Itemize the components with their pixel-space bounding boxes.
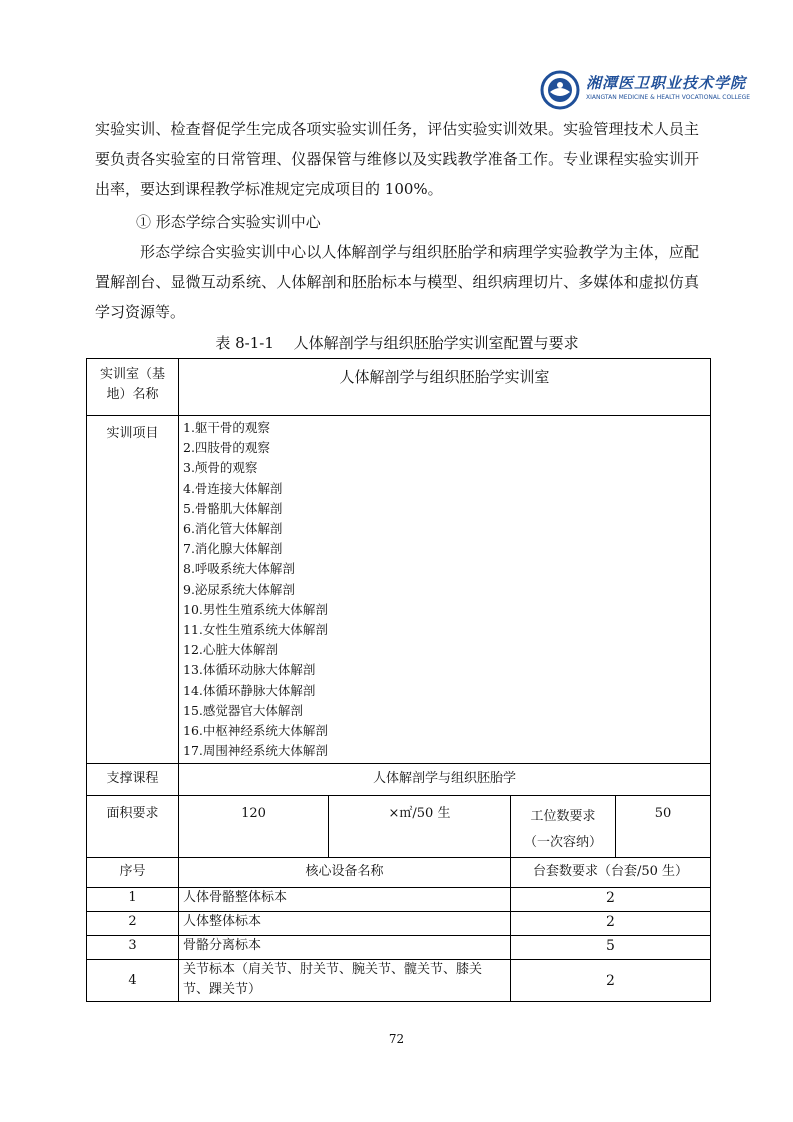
row-name: 骨骼分离标本 [179,936,511,960]
row-name: 人体骨骼整体标本 [179,888,511,912]
row-no: 3 [87,936,179,960]
row-qty: 5 [511,936,711,960]
list-item: 17.周围神经系统大体解剖 [183,743,328,759]
table-caption: 表 8-1-1 人体解剖学与组织胚胎学实训室配置与要求 [215,334,579,352]
row-qty: 2 [511,912,711,936]
list-item: 10.男性生殖系统大体解剖 [183,601,328,617]
items-label: 实训项目 [87,416,179,764]
list-item: 1.躯干骨的观察 [183,420,270,435]
college-logo [540,70,751,110]
list-item: 13.体循环动脉大体解剖 [183,662,316,678]
list-item: 6.消化管大体解剖 [183,521,283,537]
course-label: 支撑课程 [87,764,179,796]
column-header-no: 序号 [87,858,179,888]
table-row [87,912,711,936]
page-number: 72 [388,1032,405,1046]
station-sub-label: （一次容纳） [523,835,602,851]
intro-paragraph: 实验实训、检查督促学生完成各项实验实训任务，评估实验实训效果。实验管理技术人员主要负责各实验室的日常管理、仪器保管与维修以及实践教学准备工作。专业课程实验实训开出率，要达到课程教学标准规定完成项目的 100%。 [95,120,699,198]
column-header-name: 核心设备名称 [179,858,511,888]
room-label: 实训室（基地）名称 [87,359,179,416]
list-item: 11.女性生殖系统大体解剖 [183,622,328,638]
list-item: 7.消化腺大体解剖 [183,541,283,557]
row-qty: 2 [511,960,711,1002]
list-item: 8.呼吸系统大体解剖 [183,561,295,577]
table-row [87,888,711,912]
table-row [87,960,711,1002]
row-name: 人体整体标本 [179,912,511,936]
course-value: 人体解剖学与组织胚胎学 [179,764,711,796]
list-item: 4.骨连接大体解剖 [183,480,283,496]
area-value: 120 [179,796,329,858]
description-paragraph: 形态学综合实验实训中心以人体解剖学与组织胚胎学和病理学实验教学为主体，应配置解剖台、显微互动系统、人体解剖和胚胎标本与模型、组织病理切片、多媒体和虚拟仿真学习资源等。 [95,243,699,321]
list-item: 16.中枢神经系统大体解剖 [183,723,328,739]
row-no: 1 [87,888,179,912]
list-item: 9.泌尿系统大体解剖 [183,581,295,597]
list-item: 3.颅骨的观察 [183,460,258,476]
row-no: 2 [87,912,179,936]
area-label: 面积要求 [87,796,179,858]
list-item: 12.心脏大体解剖 [183,642,278,658]
list-item: 2.四肢骨的观察 [183,440,270,456]
room-name: 人体解剖学与组织胚胎学实训室 [179,359,711,416]
list-item: 5.骨骼肌大体解剖 [183,500,283,516]
college-emblem-icon [540,70,580,110]
row-name: 关节标本（肩关节、肘关节、腕关节、髋关节、膝关节、踝关节） [179,960,511,1002]
table-row [87,936,711,960]
station-value: 50 [616,796,711,858]
section-heading: ① 形态学综合实验实训中心 [136,213,321,231]
list-item: 15.感觉器官大体解剖 [183,702,303,718]
column-header-qty: 台套数要求（台套/50 生） [511,858,711,888]
station-label: 工位数要求 [530,809,596,825]
area-unit: ×㎡/50 生 [329,796,511,858]
training-items-list [179,416,711,764]
row-no: 4 [87,960,179,1002]
logo-chinese-name: 湘潭医卫职业技术学院 [586,74,747,92]
station-label-cell [511,796,616,858]
list-item: 14.体循环静脉大体解剖 [183,682,316,698]
row-qty: 2 [511,888,711,912]
logo-english-name: XIANGTAN MEDICINE & HEALTH VOCATIONAL COLLEGE [586,94,751,101]
lab-config-table [86,358,711,1002]
